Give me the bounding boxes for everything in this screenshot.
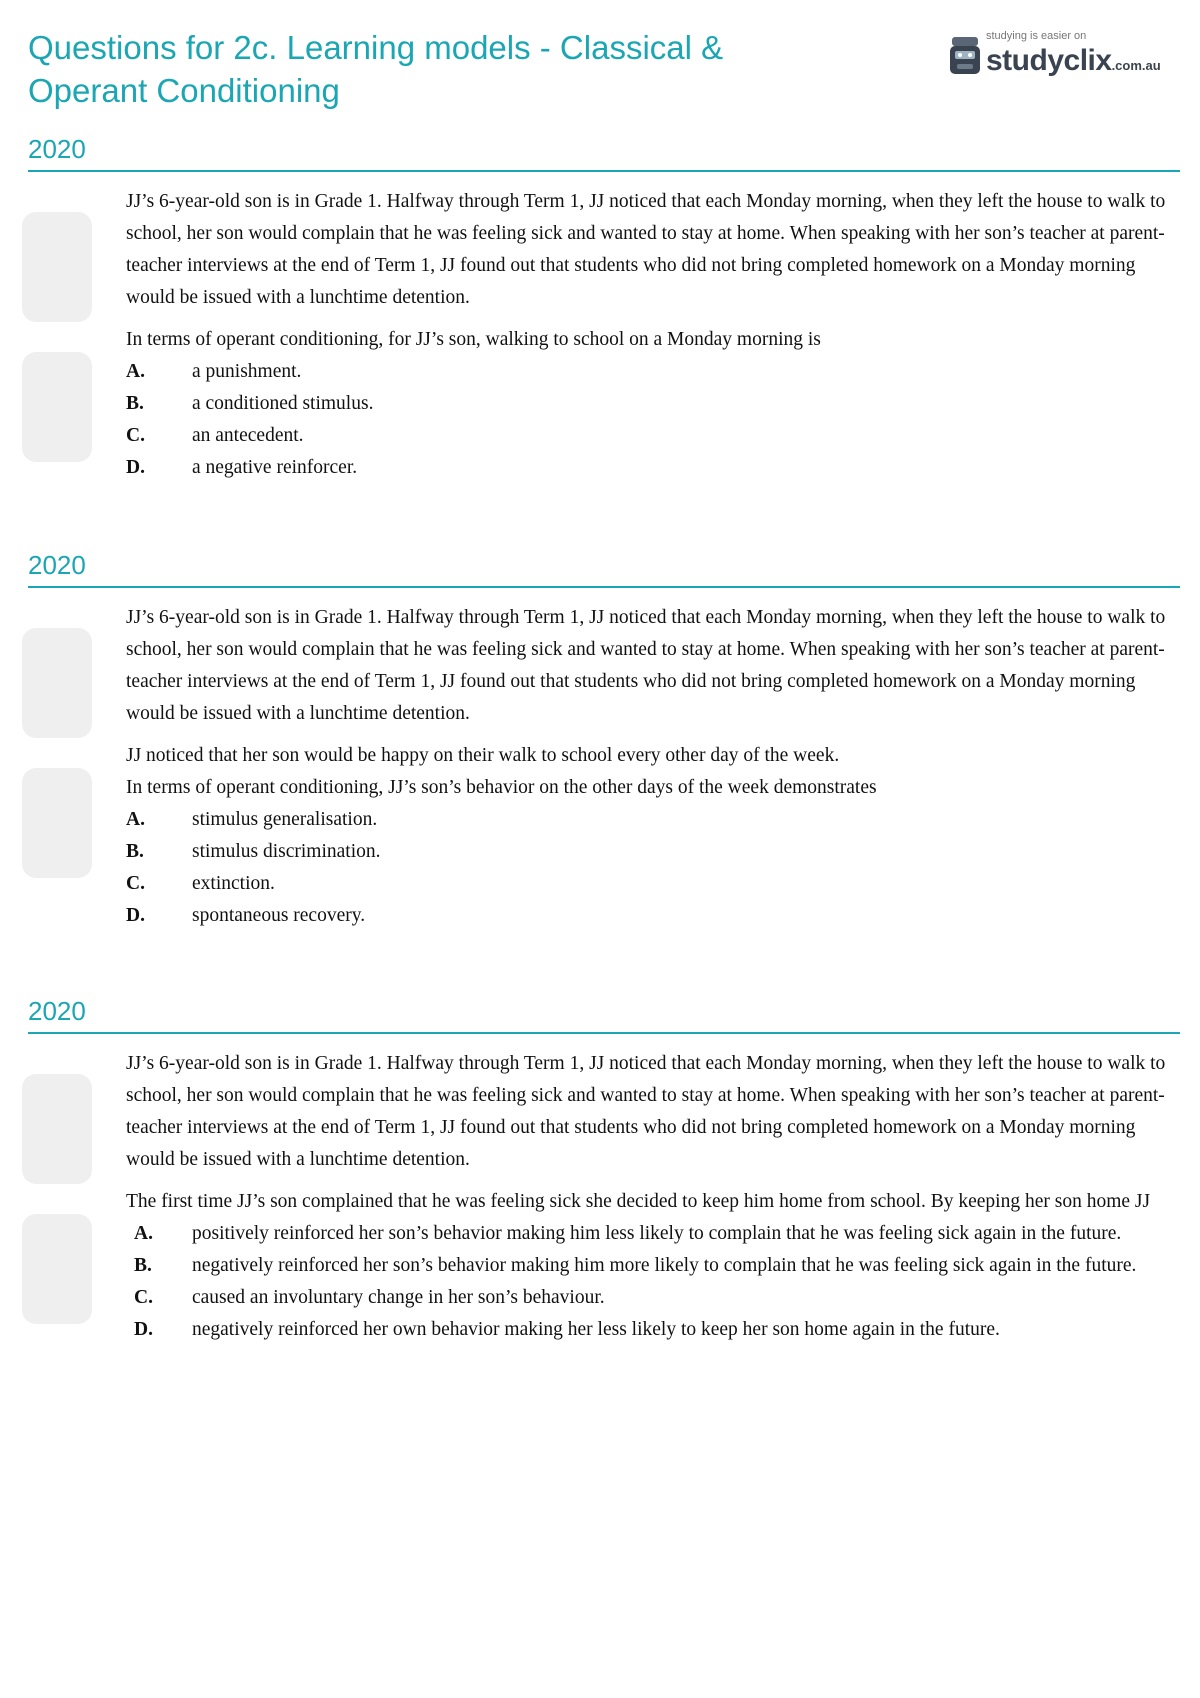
question-stem: JJ’s 6-year-old son is in Grade 1. Halfway through Term 1, JJ noticed that each Monday morning, when they left the house to walk to school, her son would complain that he was feeling sick and wanted to stay at home. When speaking with her son’s teacher at parent-teacher interviews at the end of Term 1, JJ found out that students who did not bring completed homework on a Monday morning would be issued with a lunchtime detention. (126, 1053, 1166, 1170)
option-b[interactable] (126, 1250, 1172, 1282)
option-letter: B. (126, 393, 144, 414)
question-prompt-continued: In terms of operant conditioning, JJ’s son’s behavior on the other days of the week demonstrates (126, 777, 877, 798)
logo-brand (986, 44, 1161, 83)
option-letter: B. (126, 841, 144, 862)
section-year: 2020 (28, 550, 86, 580)
option-text: spontaneous recovery. (192, 905, 366, 926)
option-text: a conditioned stimulus. (192, 393, 374, 414)
question-body (28, 588, 1180, 932)
option-letter: C. (126, 425, 145, 446)
option-text: a negative reinforcer. (192, 457, 358, 478)
option-text: extinction. (192, 873, 275, 894)
option-c[interactable] (126, 420, 1172, 452)
option-letter: A. (126, 361, 145, 382)
question-stem: JJ’s 6-year-old son is in Grade 1. Halfway through Term 1, JJ noticed that each Monday morning, when they left the house to walk to school, her son would complain that he was feeling sick and wanted to stay at home. When speaking with her son’s teacher at parent-teacher interviews at the end of Term 1, JJ found out that students who did not bring completed homework on a Monday morning would be issued with a lunchtime detention. (126, 607, 1166, 724)
option-letter: C. (134, 1287, 153, 1308)
option-text: stimulus discrimination. (192, 841, 381, 862)
option-c[interactable] (126, 1282, 1172, 1314)
option-a[interactable] (126, 356, 1172, 388)
robot-watermark-icon (12, 1064, 102, 1344)
option-letter: D. (134, 1319, 153, 1340)
option-text: positively reinforced her son’s behavior making him less likely to complain that he was feeling sick again in the future. (192, 1223, 1122, 1244)
option-d[interactable] (126, 452, 1172, 484)
robot-watermark-icon (12, 618, 102, 898)
question-prompt: The first time JJ’s son complained that he was feeling sick she decided to keep him home from school. By keeping her son home JJ (126, 1191, 1151, 1212)
option-letter: C. (126, 873, 145, 894)
option-b[interactable] (126, 836, 1172, 868)
question-body (28, 172, 1180, 484)
question-prompt: In terms of operant conditioning, for JJ’s son, walking to school on a Monday morning is (126, 329, 821, 350)
option-letter: A. (134, 1223, 153, 1244)
question-stem: JJ’s 6-year-old son is in Grade 1. Halfway through Term 1, JJ noticed that each Monday morning, when they left the house to walk to school, her son would complain that he was feeling sick and wanted to stay at home. When speaking with her son’s teacher at parent-teacher interviews at the end of Term 1, JJ found out that students who did not bring completed homework on a Monday morning would be issued with a lunchtime detention. (126, 191, 1166, 308)
option-d[interactable] (126, 900, 1172, 932)
studyclix-robot-icon (948, 34, 982, 78)
option-text: an antecedent. (192, 425, 304, 446)
robot-watermark-icon (12, 202, 102, 482)
option-a[interactable] (126, 1218, 1172, 1250)
question-prompt: JJ noticed that her son would be happy on their walk to school every other day of the week. (126, 745, 840, 766)
logo-domain-suffix: .com.au (1111, 58, 1161, 73)
studyclix-logo[interactable] (948, 28, 1180, 88)
question-section-3 (28, 994, 1180, 1346)
section-year: 2020 (28, 996, 86, 1026)
option-letter: B. (134, 1255, 152, 1276)
option-c[interactable] (126, 868, 1172, 900)
logo-brand-name: studyclix (986, 44, 1112, 77)
question-body (28, 1034, 1180, 1346)
option-letter: A. (126, 809, 145, 830)
logo-tagline: studying is easier on (986, 30, 1087, 42)
option-b[interactable] (126, 388, 1172, 420)
option-d[interactable] (126, 1314, 1172, 1346)
section-year: 2020 (28, 134, 86, 164)
option-text: caused an involuntary change in her son’s behaviour. (192, 1287, 605, 1308)
option-letter: D. (126, 457, 145, 478)
option-text: stimulus generalisation. (192, 809, 378, 830)
question-section-1 (28, 132, 1180, 484)
option-a[interactable] (126, 804, 1172, 836)
page-title: Questions for 2c. Learning models - Classical & Operant Conditioning (28, 29, 724, 109)
option-text: a punishment. (192, 361, 302, 382)
question-section-2 (28, 548, 1180, 932)
option-text: negatively reinforced her son’s behavior making him more likely to complain that he was feeling sick again in the future. (192, 1255, 1137, 1276)
option-letter: D. (126, 905, 145, 926)
option-text: negatively reinforced her own behavior making her less likely to keep her son home again in the future. (192, 1319, 1000, 1340)
